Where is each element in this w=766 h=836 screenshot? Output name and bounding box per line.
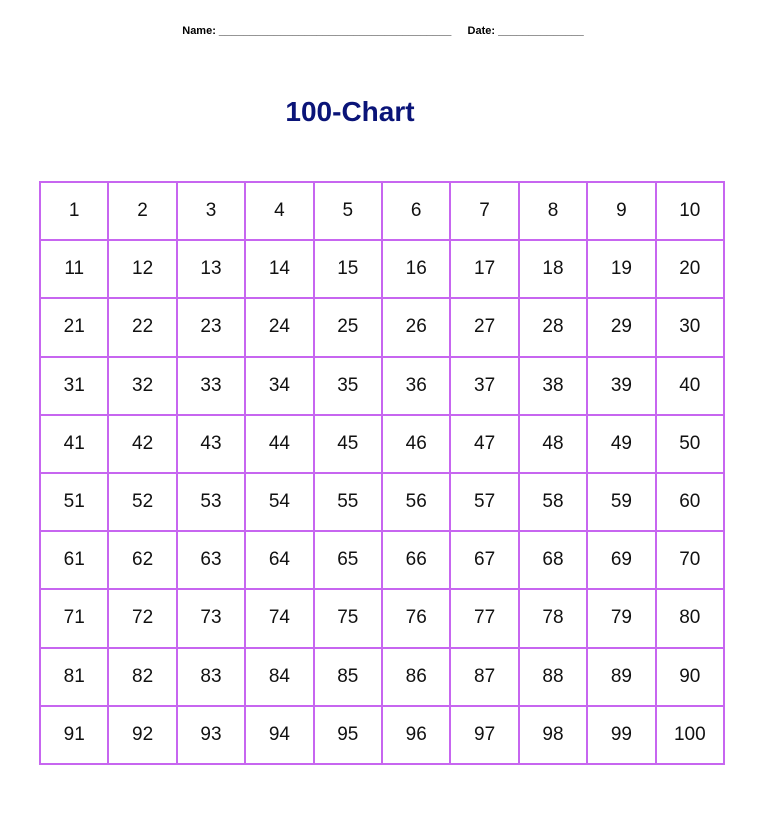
grid-cell: 55 [315, 474, 383, 532]
grid-cell: 60 [657, 474, 725, 532]
grid-cell: 92 [109, 707, 177, 765]
grid-cell: 21 [41, 299, 109, 357]
grid-cell: 31 [41, 358, 109, 416]
grid-cell: 35 [315, 358, 383, 416]
grid-cell: 57 [451, 474, 519, 532]
grid-cell: 36 [383, 358, 451, 416]
grid-cell: 87 [451, 649, 519, 707]
grid-cell: 48 [520, 416, 588, 474]
grid-cell: 10 [657, 183, 725, 241]
grid-cell: 69 [588, 532, 656, 590]
grid-cell: 89 [588, 649, 656, 707]
grid-cell: 64 [246, 532, 314, 590]
grid-cell: 2 [109, 183, 177, 241]
grid-cell: 49 [588, 416, 656, 474]
grid-cell: 44 [246, 416, 314, 474]
grid-cell: 56 [383, 474, 451, 532]
grid-cell: 52 [109, 474, 177, 532]
grid-cell: 50 [657, 416, 725, 474]
grid-cell: 91 [41, 707, 109, 765]
grid-cell: 46 [383, 416, 451, 474]
grid-cell: 66 [383, 532, 451, 590]
grid-cell: 9 [588, 183, 656, 241]
grid-cell: 75 [315, 590, 383, 648]
grid-cell: 17 [451, 241, 519, 299]
grid-cell: 30 [657, 299, 725, 357]
page-title: 100-Chart [285, 96, 415, 127]
grid-cell: 19 [588, 241, 656, 299]
grid-cell: 86 [383, 649, 451, 707]
grid-cell: 63 [178, 532, 246, 590]
grid-cell: 42 [109, 416, 177, 474]
grid-cell: 8 [520, 183, 588, 241]
grid-cell: 73 [178, 590, 246, 648]
grid-cell: 97 [451, 707, 519, 765]
grid-cell: 7 [451, 183, 519, 241]
grid-cell: 16 [383, 241, 451, 299]
grid-cell: 79 [588, 590, 656, 648]
grid-cell: 67 [451, 532, 519, 590]
grid-cell: 5 [315, 183, 383, 241]
grid-cell: 40 [657, 358, 725, 416]
grid-cell: 70 [657, 532, 725, 590]
grid-cell: 88 [520, 649, 588, 707]
date-field-label: Date: ______________ [467, 25, 584, 37]
grid-cell: 4 [246, 183, 314, 241]
grid-cell: 18 [520, 241, 588, 299]
grid-cell: 26 [383, 299, 451, 357]
grid-cell: 45 [315, 416, 383, 474]
grid-cell: 28 [520, 299, 588, 357]
grid-cell: 1 [41, 183, 109, 241]
grid-cell: 25 [315, 299, 383, 357]
grid-cell: 98 [520, 707, 588, 765]
grid-cell: 99 [588, 707, 656, 765]
grid-cell: 61 [41, 532, 109, 590]
grid-cell: 37 [451, 358, 519, 416]
grid-cell: 23 [178, 299, 246, 357]
grid-cell: 80 [657, 590, 725, 648]
grid-cell: 82 [109, 649, 177, 707]
name-field-label: Name: ______________________________________ [182, 25, 452, 37]
grid-cell: 90 [657, 649, 725, 707]
grid-cell: 13 [178, 241, 246, 299]
header-line [0, 25, 766, 37]
grid-cell: 3 [178, 183, 246, 241]
grid-cell: 62 [109, 532, 177, 590]
grid-cell: 93 [178, 707, 246, 765]
grid-cell: 100 [657, 707, 725, 765]
grid-cell: 12 [109, 241, 177, 299]
grid-cell: 22 [109, 299, 177, 357]
grid-cell: 96 [383, 707, 451, 765]
grid-cell: 39 [588, 358, 656, 416]
grid-cell: 43 [178, 416, 246, 474]
grid-cell: 14 [246, 241, 314, 299]
grid-cell: 84 [246, 649, 314, 707]
grid-cell: 71 [41, 590, 109, 648]
grid-cell: 81 [41, 649, 109, 707]
grid-cell: 77 [451, 590, 519, 648]
grid-cell: 33 [178, 358, 246, 416]
grid-cell: 59 [588, 474, 656, 532]
grid-cell: 38 [520, 358, 588, 416]
grid-cell: 41 [41, 416, 109, 474]
grid-cell: 20 [657, 241, 725, 299]
grid-cell: 76 [383, 590, 451, 648]
grid-cell: 6 [383, 183, 451, 241]
grid-cell: 51 [41, 474, 109, 532]
grid-cell: 68 [520, 532, 588, 590]
grid-cell: 32 [109, 358, 177, 416]
grid-cell: 83 [178, 649, 246, 707]
grid-cell: 54 [246, 474, 314, 532]
grid-cell: 27 [451, 299, 519, 357]
grid-cell: 95 [315, 707, 383, 765]
grid-cell: 24 [246, 299, 314, 357]
grid-cell: 53 [178, 474, 246, 532]
grid-cell: 34 [246, 358, 314, 416]
grid-cell: 58 [520, 474, 588, 532]
grid-cell: 78 [520, 590, 588, 648]
grid-cell: 72 [109, 590, 177, 648]
grid-cell: 29 [588, 299, 656, 357]
grid-cell: 94 [246, 707, 314, 765]
grid-cell: 65 [315, 532, 383, 590]
hundred-chart-grid [39, 181, 725, 765]
grid-cell: 15 [315, 241, 383, 299]
grid-cell: 11 [41, 241, 109, 299]
grid-cell: 85 [315, 649, 383, 707]
grid-cell: 47 [451, 416, 519, 474]
grid-cell: 74 [246, 590, 314, 648]
